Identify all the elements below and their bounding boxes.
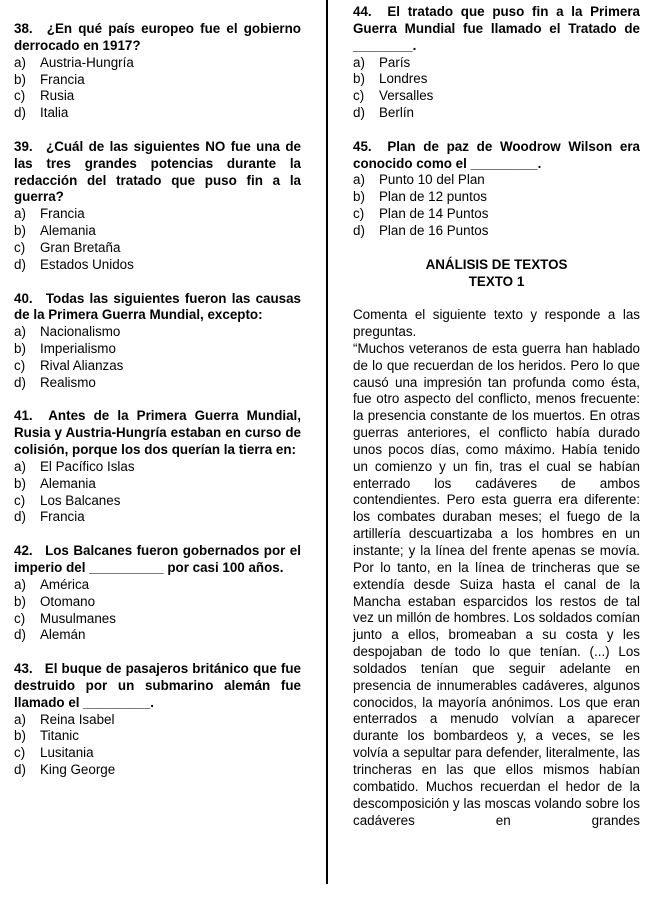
question-number: 41. [14, 408, 33, 424]
option-text: Francia [40, 71, 85, 87]
option-item [14, 712, 301, 729]
option-text: King George [40, 762, 116, 778]
question-text: Antes de la Primera Guerra Mundial, Rusia y Austria-Hungría estaban en curso de colisión, porque los dos querían la tierra en: [14, 408, 301, 458]
option-text: Alemania [40, 475, 96, 491]
option-item [14, 594, 301, 611]
question-45 [353, 139, 640, 240]
option-text: Los Balcanes [40, 492, 121, 508]
option-letter: b) [353, 71, 365, 87]
right-column [353, 0, 640, 829]
option-letter: b) [14, 475, 26, 491]
option-text: Imperialismo [40, 341, 116, 357]
option-item [353, 55, 640, 72]
option-text: Plan de 16 Puntos [379, 222, 489, 238]
option-item [14, 476, 301, 493]
option-letter: a) [353, 172, 365, 188]
option-text: Realismo [40, 374, 96, 390]
option-item [14, 728, 301, 745]
option-item [14, 324, 301, 341]
question-39 [14, 139, 301, 274]
option-letter: d) [14, 627, 26, 643]
option-letter: d) [14, 762, 26, 778]
question-stem [14, 543, 301, 577]
text-title: TEXTO 1 [468, 273, 525, 289]
option-text: Alemania [40, 223, 96, 239]
option-text: Lusitania [40, 745, 94, 761]
option-item [14, 459, 301, 476]
question-text: Todas las siguientes fueron las causas de la Primera Guerra Mundial, excepto: [14, 290, 301, 323]
right-questions [353, 4, 640, 240]
option-text: Plan de 12 puntos [379, 189, 487, 205]
option-item [353, 189, 640, 206]
question-stem [353, 139, 640, 173]
question-text: ¿Cuál de las siguientes NO fue una de las tres grandes potencias durante la redacción del tratado que puso fin a la guerra? [14, 138, 301, 205]
option-text: Francia [40, 206, 85, 222]
option-letter: c) [14, 492, 26, 508]
option-letter: b) [14, 593, 26, 609]
option-letter: a) [14, 324, 26, 340]
column-divider [326, 0, 328, 884]
option-letter: a) [14, 54, 26, 70]
passage: “Muchos veteranos de esta guerra han hablado de lo que recuerdan de los heridos. Pero lo que causó una impresión tan profunda como ésta, fue otro aspecto del conflicto, menos frecuente: la presencia constante de los muertos. En otras guerras anteriores, el conflicto había durado unos pocos días, como máximo. Había tenido un comienzo y un fin, tras el cual se habían enterrado los cadáveres de ambos contendientes. Pero esta guerra era diferente: los combates duraban meses; el fuego de la artillería descuartizaba a los hombres en un instante; y la línea del frente apenas se movía. Por lo tanto, en la línea de trincheras que se extendía desde Suiza hasta el canal de la Mancha estaban esparcidos los restos de tal vez un millón de hombres. Los soldados comían junto a ellos, bromeaban a su costa y les despojaban de todo lo que tenían. (...) Los soldados tenían que seguir adelante en presencia de innumerables cadáveres, algunos conocidos, la mayoría anónimos. Los que eran enterrados a menudo volvían a aparecer durante los bombardeos y, a veces, se les volvía a sepultar para defender, literalmente, las trincheras en las que ellos mismos habían combatido. Muchos recuerdan el hedor de la descomposición y las moscas volando sobre los cadáveres en grandes [353, 340, 640, 828]
left-column [14, 0, 301, 796]
option-item [14, 493, 301, 510]
option-list [14, 712, 301, 779]
option-item [14, 611, 301, 628]
option-text: Versalles [379, 88, 434, 104]
option-letter: b) [14, 341, 26, 357]
option-item [14, 88, 301, 105]
option-item [14, 627, 301, 644]
option-letter: a) [14, 458, 26, 474]
option-letter: d) [14, 105, 26, 121]
option-letter: a) [14, 206, 26, 222]
option-item [14, 358, 301, 375]
option-text: Francia [40, 509, 85, 525]
option-text: Berlín [379, 105, 414, 121]
question-stem [14, 408, 301, 459]
option-text: Otomano [40, 593, 96, 609]
option-letter: a) [14, 576, 26, 592]
option-letter: c) [14, 88, 26, 104]
option-letter: c) [353, 206, 365, 222]
question-number: 42. [14, 543, 33, 559]
question-stem [353, 4, 640, 55]
option-text: Punto 10 del Plan [379, 172, 485, 188]
option-item [353, 206, 640, 223]
question-number: 39. [14, 138, 33, 154]
question-40 [14, 291, 301, 392]
question-stem [14, 291, 301, 325]
question-42 [14, 543, 301, 644]
option-item [14, 509, 301, 526]
question-stem [14, 139, 301, 206]
option-letter: a) [14, 711, 26, 727]
question-text: El buque de pasajeros británico que fue destruido por un submarino alemán fue llamado el _________. [14, 661, 301, 710]
option-item [14, 257, 301, 274]
option-item [14, 762, 301, 779]
option-text: América [40, 576, 90, 592]
option-item [14, 341, 301, 358]
option-item [14, 72, 301, 89]
question-stem [14, 661, 301, 712]
option-text: Rusia [40, 88, 75, 104]
option-item [14, 105, 301, 122]
option-text: Gran Bretaña [40, 239, 121, 255]
option-letter: b) [353, 189, 365, 205]
option-letter: c) [14, 239, 26, 255]
question-41 [14, 408, 301, 526]
option-text: Italia [40, 105, 69, 121]
option-item [353, 105, 640, 122]
question-38 [14, 21, 301, 122]
option-item [14, 375, 301, 392]
option-item [14, 240, 301, 257]
option-text: Austria-Hungría [40, 54, 134, 70]
option-letter: c) [14, 745, 26, 761]
option-letter: d) [353, 222, 365, 238]
question-text: ¿En qué país europeo fue el gobierno derrocado en 1917? [14, 21, 301, 53]
option-letter: c) [14, 610, 26, 626]
option-item [14, 223, 301, 240]
option-item [353, 88, 640, 105]
question-43 [14, 661, 301, 779]
option-letter: a) [353, 54, 365, 70]
question-number: 44. [353, 4, 372, 19]
option-item [14, 577, 301, 594]
option-text: Rival Alianzas [40, 357, 124, 373]
option-text: Reina Isabel [40, 711, 115, 727]
question-text: Los Balcanes fueron gobernados por el imperio del __________ por casi 100 años. [14, 543, 301, 575]
option-item [14, 206, 301, 223]
option-text: Nacionalismo [40, 324, 121, 340]
option-text: Titanic [40, 728, 79, 744]
option-text: Musulmanes [40, 610, 116, 626]
option-list [14, 577, 301, 644]
question-text: El tratado que puso fin a la Primera Guerra Mundial fue llamado el Tratado de ________. [353, 4, 640, 53]
option-text: Alemán [40, 627, 86, 643]
option-letter: d) [14, 256, 26, 272]
option-item [14, 745, 301, 762]
option-item [353, 172, 640, 189]
option-item [353, 223, 640, 240]
instructions: Comenta el siguiente texto y responde a las preguntas. [353, 307, 640, 340]
question-number: 38. [14, 21, 33, 36]
option-text: Estados Unidos [40, 256, 134, 272]
question-number: 45. [353, 138, 372, 154]
option-text: Plan de 14 Puntos [379, 206, 489, 222]
option-list [353, 172, 640, 239]
option-item [353, 71, 640, 88]
option-item [14, 55, 301, 72]
question-stem [14, 21, 301, 55]
option-text: El Pacífico Islas [40, 458, 135, 474]
option-text: Londres [379, 71, 428, 87]
section-title: ANÁLISIS DE TEXTOS [425, 256, 568, 272]
option-list [14, 206, 301, 273]
option-list [14, 55, 301, 122]
option-text: París [379, 54, 411, 70]
option-list [14, 324, 301, 391]
option-letter: d) [14, 374, 26, 390]
option-list [353, 55, 640, 122]
question-44 [353, 4, 640, 122]
question-number: 40. [14, 290, 33, 306]
option-letter: c) [14, 357, 26, 373]
option-list [14, 459, 301, 526]
question-number: 43. [14, 661, 33, 677]
option-letter: b) [14, 71, 26, 87]
option-letter: d) [14, 509, 26, 525]
question-text: Plan de paz de Woodrow Wilson era conocido como el _________. [353, 138, 640, 171]
option-letter: b) [14, 728, 26, 744]
option-letter: c) [353, 88, 365, 104]
option-letter: b) [14, 223, 26, 239]
option-letter: d) [353, 105, 365, 121]
